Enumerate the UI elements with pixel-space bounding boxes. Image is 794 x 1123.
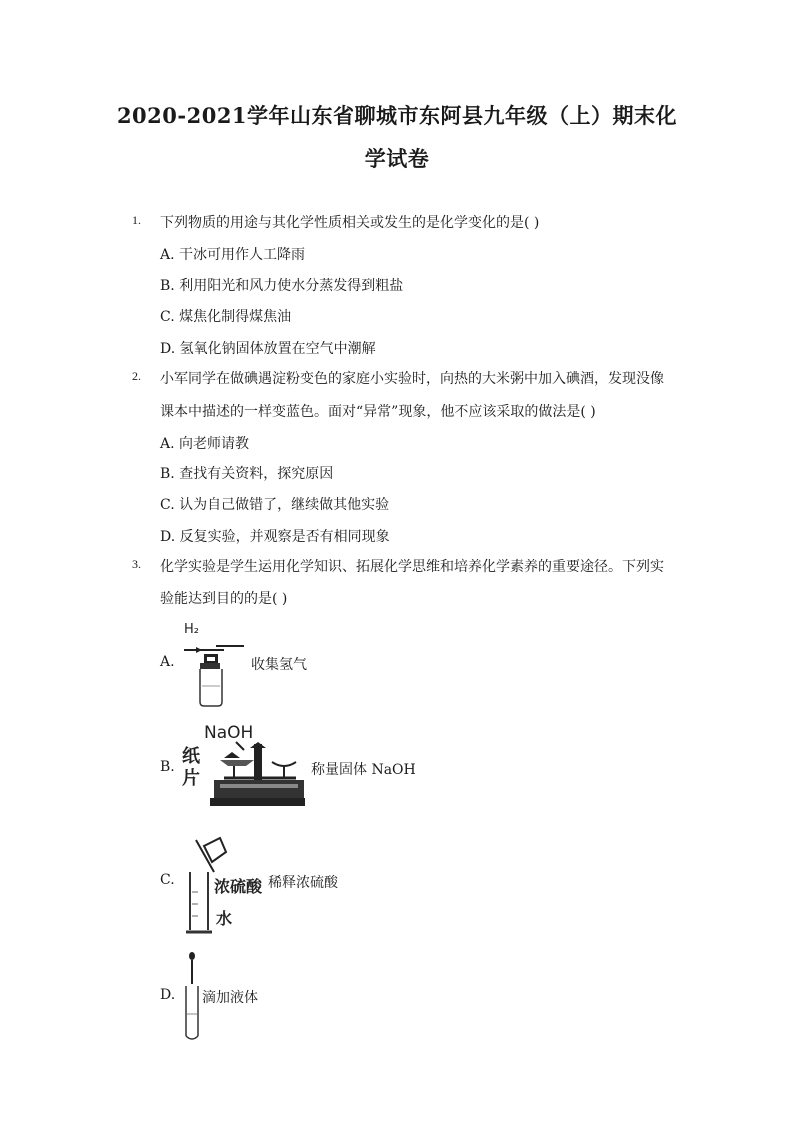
balance-weighing-figure xyxy=(180,718,305,812)
option-b-label: 称量固体 NaOH xyxy=(311,762,416,778)
acid-dilution-figure xyxy=(180,832,270,938)
page-title-line2: 学试卷 xyxy=(364,146,430,171)
water-label: 水 xyxy=(216,909,233,928)
option-b: B. 查找有关资料，探究原因 xyxy=(160,466,334,482)
option-a-letter: A. xyxy=(160,654,175,670)
option-b: B. 利用阳光和风力使水分蒸发得到粗盐 xyxy=(160,278,404,294)
page-title-line1: 2020-2021学年山东省聊城市东阿县九年级（上）期末化 xyxy=(116,103,678,128)
question-text-line2: 课本中描述的一样变蓝色。面对“异常”现象，他不应该采取的做法是( ) xyxy=(160,404,596,420)
option-c: C. 煤焦化制得煤焦油 xyxy=(160,309,292,325)
paper-label-1: 纸 xyxy=(182,746,200,767)
question-text-line1: 小军同学在做碘遇淀粉变色的家庭小实验时，向热的大米粥中加入碘酒，发现没像 xyxy=(160,371,664,387)
option-d: D. 氢氧化钠固体放置在空气中潮解 xyxy=(160,341,376,357)
option-d: D. 反复实验，并观察是否有相同现象 xyxy=(160,529,390,545)
option-c-letter: C. xyxy=(160,872,175,888)
paper-label-2: 片 xyxy=(182,768,200,789)
option-a: A. 向老师请教 xyxy=(160,436,250,452)
naoh-label: NaOH xyxy=(204,723,254,743)
option-a-label: 收集氢气 xyxy=(251,657,307,673)
question-text-line2: 验能达到目的的是( ) xyxy=(160,591,288,607)
option-b-letter: B. xyxy=(160,759,175,775)
option-d-letter: D. xyxy=(160,987,176,1003)
question-number: 3. xyxy=(132,557,141,571)
question-text-line1: 化学实验是学生运用化学知识、拓展化学思维和培养化学素养的重要途径。下列实 xyxy=(160,559,664,575)
acid-label: 浓硫酸 xyxy=(214,877,263,896)
hydrogen-collection-figure xyxy=(178,618,252,710)
option-a: A. 干冰可用作人工降雨 xyxy=(160,247,306,263)
h2-label: H₂ xyxy=(184,622,199,637)
question-number: 2. xyxy=(132,369,141,383)
question-number: 1. xyxy=(132,213,141,227)
dropper-figure xyxy=(180,950,204,1042)
question-text: 下列物质的用途与其化学性质相关或发生的是化学变化的是( ) xyxy=(160,215,540,231)
option-d-label: 滴加液体 xyxy=(202,990,258,1006)
option-c: C. 认为自己做错了，继续做其他实验 xyxy=(160,497,390,513)
option-c-label: 稀释浓硫酸 xyxy=(268,875,338,891)
